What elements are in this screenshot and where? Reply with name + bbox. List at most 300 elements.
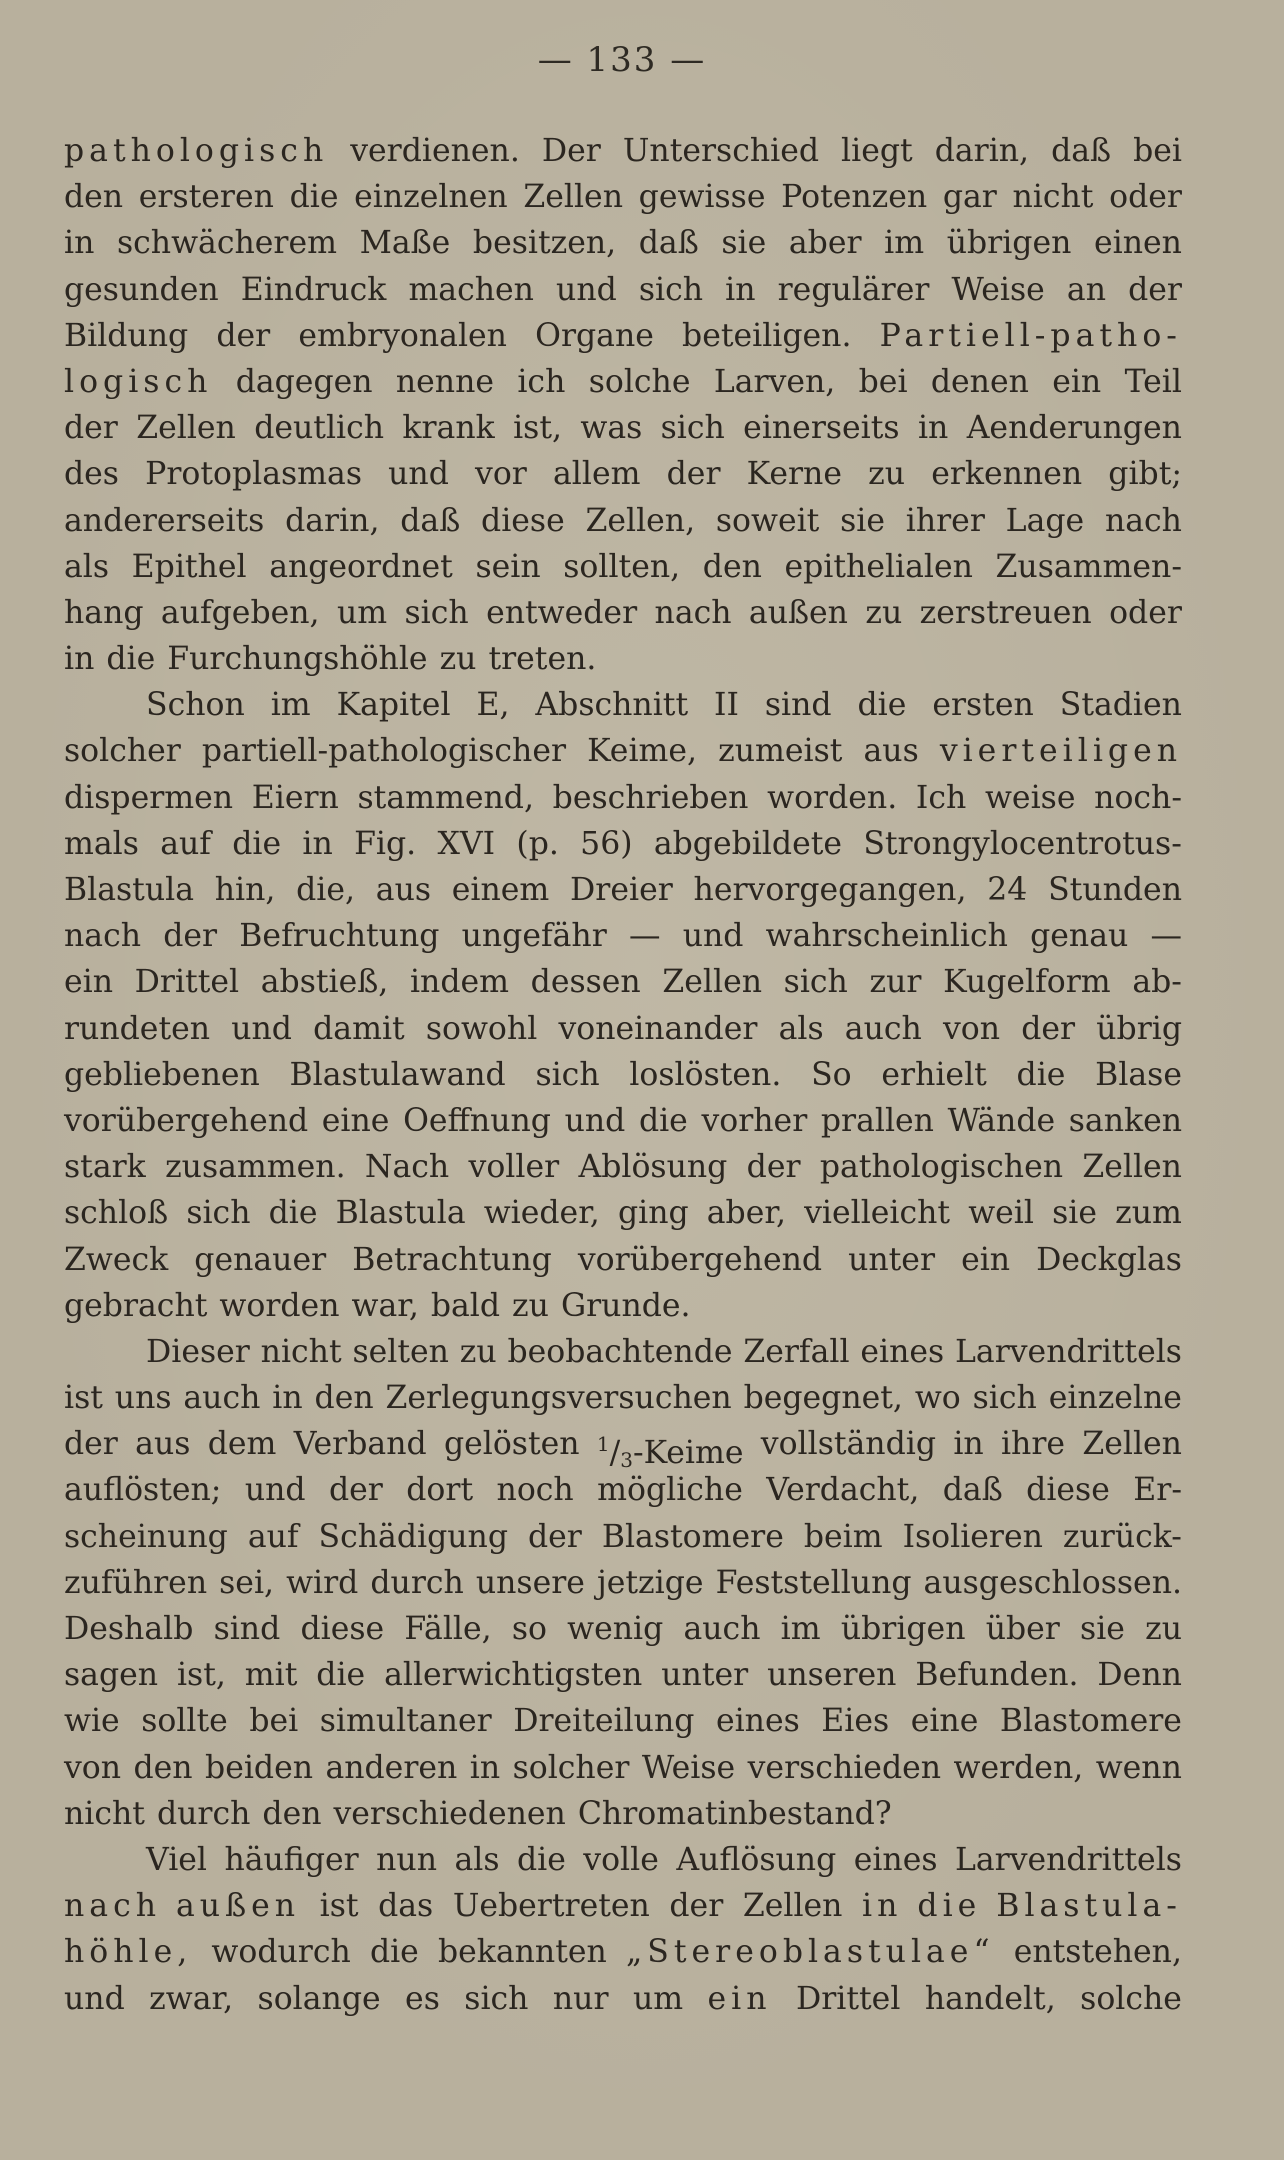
word: wenn — [1095, 1749, 1182, 1786]
word: sich — [638, 271, 704, 308]
word: uns — [114, 1380, 172, 1417]
word: Chromatinbestand? — [577, 1795, 892, 1832]
word: Zellen — [523, 179, 623, 216]
word: sie — [1052, 1195, 1097, 1232]
word: loslösten. — [629, 1056, 782, 1093]
word: auflösten; — [64, 1472, 222, 1509]
text-line — [64, 1237, 1182, 1283]
word: daß — [942, 1472, 1003, 1509]
word: auch — [183, 1380, 261, 1417]
word: abstieß, — [260, 964, 389, 1001]
text-line — [64, 1514, 1182, 1560]
word: Kerne — [746, 456, 842, 493]
word: Protoplasmas — [145, 456, 362, 493]
word: Strongylocentrotus- — [863, 825, 1182, 862]
word: diese — [481, 502, 565, 539]
word: abgebildete — [653, 825, 843, 862]
word: prallen — [820, 1102, 934, 1139]
word: den — [262, 1795, 322, 1832]
word: So — [811, 1056, 852, 1093]
word: sollte — [141, 1703, 228, 1740]
word: mals — [64, 825, 139, 862]
word: angeordnet — [269, 548, 453, 585]
word: gebliebenen — [64, 1056, 260, 1093]
word: Abschnitt — [535, 687, 689, 724]
word: in — [725, 271, 756, 308]
body-text — [64, 128, 1182, 2022]
word-suffix: -Keime — [632, 1435, 744, 1472]
word: Verdacht, — [766, 1472, 920, 1509]
text-line — [64, 1745, 1182, 1791]
word: zu — [439, 641, 477, 678]
word: aber — [788, 225, 862, 262]
word: den — [133, 1749, 193, 1786]
word: ist, — [513, 410, 562, 447]
text-line — [64, 128, 1182, 174]
word: der — [64, 410, 118, 447]
word: hang — [64, 594, 144, 631]
word: aber, — [706, 1195, 786, 1232]
word: ab- — [1132, 964, 1182, 1001]
word: Blastomere — [601, 1518, 784, 1555]
word: über — [985, 1611, 1060, 1647]
word: an — [1066, 271, 1106, 308]
text-line — [64, 1791, 1182, 1837]
word: der — [64, 1426, 118, 1463]
word: Weise — [951, 271, 1045, 308]
word: Zellen — [662, 964, 762, 1001]
word: worden — [219, 1287, 340, 1324]
word: 24 — [987, 872, 1028, 908]
word: zum — [1115, 1195, 1182, 1232]
word: nach außen — [64, 1888, 301, 1925]
word: pathologischen — [819, 1149, 1064, 1186]
word: Dreiteilung — [513, 1703, 695, 1740]
word: ausgeschlossen. — [923, 1564, 1182, 1601]
word: — — [628, 918, 661, 955]
word: ging — [617, 1195, 689, 1232]
word: sein — [475, 548, 541, 585]
word: und — [231, 1010, 292, 1047]
word: Grunde. — [560, 1287, 691, 1324]
word: pathologisch — [64, 133, 329, 169]
word: der — [216, 317, 271, 354]
word: — — [1150, 918, 1182, 955]
word: der — [163, 918, 218, 955]
word: Kugelform — [943, 964, 1111, 1001]
text-line — [64, 636, 1182, 682]
word: daß — [1051, 133, 1112, 169]
word: im — [270, 687, 311, 724]
word: Wände — [947, 1102, 1056, 1139]
word: ich — [517, 363, 566, 400]
text-line — [64, 1606, 1182, 1652]
word: gebracht — [64, 1287, 208, 1324]
word: Viel — [146, 1841, 207, 1878]
word: unseren — [767, 1657, 897, 1694]
word: wenig — [567, 1611, 664, 1647]
word: genau — [1030, 918, 1129, 955]
word: liegt — [841, 133, 913, 169]
word: rundeten — [64, 1010, 211, 1047]
word: in — [917, 410, 949, 447]
word: der — [669, 1888, 724, 1925]
word: nun — [376, 1841, 438, 1878]
text-line — [64, 682, 1182, 728]
word: weil — [968, 1195, 1034, 1232]
word: ihre — [1000, 1426, 1066, 1463]
word: sollten, — [563, 548, 681, 585]
word: das — [378, 1888, 434, 1925]
word: beteiligen. — [682, 317, 852, 354]
text-line — [64, 590, 1182, 636]
word: wird — [286, 1564, 359, 1601]
word: Fig. — [354, 825, 417, 862]
word: ein — [1052, 363, 1102, 400]
word: partiell-pathologischer — [201, 733, 567, 770]
word: solche — [588, 363, 691, 400]
word: die, — [296, 872, 356, 908]
word: häufiger — [224, 1841, 359, 1878]
word: Kapitel — [336, 687, 451, 724]
word: verdienen. — [350, 133, 520, 169]
word: erkennen — [931, 456, 1083, 493]
word: 56) — [580, 825, 633, 862]
word: Eiern — [251, 779, 339, 816]
word: entstehen, — [1013, 1934, 1182, 1971]
word: der — [666, 456, 721, 493]
word: dessen — [530, 964, 641, 1001]
word: als — [64, 548, 110, 585]
word: indem — [409, 964, 509, 1001]
word: Zweck — [64, 1241, 169, 1278]
word: in die Blastula- — [862, 1888, 1182, 1925]
text-line — [64, 451, 1182, 497]
word: ein — [707, 1980, 772, 2017]
word: zurück- — [1062, 1518, 1182, 1555]
word: eines — [853, 1841, 938, 1878]
word: Unterschied — [622, 133, 820, 169]
word: die — [316, 1657, 366, 1694]
word: und — [388, 456, 449, 493]
word: und — [64, 1980, 125, 2017]
word: Aenderungen — [966, 410, 1182, 447]
word: Larvendrittels — [954, 1841, 1182, 1878]
text-line — [64, 1144, 1182, 1190]
word: höhle, — [64, 1934, 193, 1971]
word: noch- — [1094, 779, 1182, 816]
word: Denn — [1097, 1657, 1182, 1694]
word: und — [556, 271, 617, 308]
text-line — [64, 959, 1182, 1005]
word: Betrachtung — [352, 1241, 552, 1278]
word: vierteiligen — [939, 733, 1182, 770]
word: in — [953, 1426, 984, 1463]
word: vorübergehend — [577, 1241, 823, 1278]
word: zerstreuen — [919, 594, 1092, 631]
word: unter — [848, 1241, 936, 1278]
word: stark — [64, 1149, 146, 1186]
word: solcher — [512, 1749, 630, 1786]
text-line — [64, 267, 1182, 313]
word: Blastula — [64, 872, 194, 908]
text-line — [64, 405, 1182, 451]
word: vor — [475, 456, 527, 493]
word: Teil — [1124, 363, 1182, 400]
word: eine — [910, 1703, 979, 1740]
word: nenne — [395, 363, 495, 400]
word: Organe — [535, 317, 654, 354]
text-line — [64, 544, 1182, 590]
word: ein — [64, 964, 114, 1001]
word: zusammen. — [165, 1149, 346, 1186]
word: volle — [583, 1841, 659, 1878]
word: gelösten — [443, 1426, 580, 1463]
word: Drittel — [795, 1980, 901, 2017]
word: zu — [868, 456, 906, 493]
word: stammend, — [357, 779, 534, 816]
word: von — [64, 1749, 122, 1786]
word: zu — [459, 1333, 497, 1370]
text-line — [64, 1421, 1182, 1473]
word: die — [516, 1841, 566, 1878]
word: als — [454, 1841, 500, 1878]
word: Maße — [359, 225, 451, 262]
word: Auflösung — [676, 1841, 837, 1878]
word: Potenzen — [781, 179, 928, 216]
word: sie — [1080, 1611, 1125, 1647]
word: Dieser — [146, 1333, 250, 1370]
word: Zerfall — [743, 1333, 850, 1370]
text-line — [64, 1098, 1182, 1144]
word: Zellen — [136, 410, 236, 447]
word: der — [746, 1149, 801, 1186]
word: wie — [64, 1703, 120, 1740]
word: solange — [257, 1980, 381, 2017]
word: erhielt — [881, 1056, 987, 1093]
word: Stadien — [1059, 687, 1182, 724]
word: entweder — [486, 594, 638, 631]
word: Deshalb — [64, 1611, 194, 1647]
word: schloß — [64, 1195, 169, 1232]
word: werden, — [953, 1749, 1084, 1786]
word: simultaner — [319, 1703, 492, 1740]
word: diese — [1026, 1472, 1110, 1509]
word: Blastulawand — [289, 1056, 506, 1093]
text-line — [64, 775, 1182, 821]
word: machen — [408, 271, 534, 308]
word: sich — [404, 594, 469, 631]
word: dem — [207, 1426, 277, 1463]
word: voneinander — [558, 1010, 758, 1047]
word: Befruchtung — [239, 918, 440, 955]
word: vielleicht — [804, 1195, 951, 1232]
word: aus — [135, 1426, 191, 1463]
word: Ich — [915, 779, 967, 816]
word: zwar, — [149, 1980, 234, 2017]
word: und — [564, 1102, 626, 1139]
word: bei — [858, 363, 908, 400]
word: Drittel — [134, 964, 240, 1001]
word: sich — [464, 1980, 529, 2017]
word: beobachtende — [507, 1333, 733, 1370]
word: mit — [244, 1657, 298, 1694]
word: oder — [1109, 594, 1182, 631]
word: selten — [352, 1333, 449, 1370]
text-line — [64, 1929, 1182, 1975]
word: Feststellung — [715, 1564, 912, 1601]
word: II — [714, 687, 739, 724]
word: nach — [1104, 502, 1182, 539]
word: gewisse — [638, 179, 766, 216]
word: Er- — [1133, 1472, 1182, 1509]
word: sind — [764, 687, 832, 724]
text-line — [64, 1375, 1182, 1421]
word: allerwichtigsten — [384, 1657, 643, 1694]
word: Partiell-patho- — [879, 317, 1182, 354]
word: Uebertreten — [452, 1888, 650, 1925]
word: der — [1128, 271, 1182, 308]
word: im — [884, 225, 925, 262]
word: die — [857, 687, 907, 724]
word: Zusammen- — [995, 548, 1182, 585]
word: ungefähr — [461, 918, 607, 955]
word: ist — [64, 1380, 103, 1417]
word: „Stereoblastulae“ — [625, 1934, 995, 1971]
word: worden. — [767, 779, 898, 816]
word: Blase — [1095, 1056, 1182, 1093]
word: übrigen — [840, 1611, 966, 1647]
word: Epithel — [131, 548, 247, 585]
text-line — [64, 913, 1182, 959]
word: wo — [914, 1380, 961, 1417]
text-line — [64, 1837, 1182, 1883]
word: durch — [370, 1564, 464, 1601]
word: beim — [803, 1518, 883, 1555]
text-line — [64, 1283, 1182, 1329]
word: Furchungshöhle — [167, 641, 428, 678]
word: aufgeben, — [160, 594, 320, 631]
text-line — [64, 174, 1182, 220]
word: den — [702, 548, 762, 585]
word: Eindruck — [240, 271, 387, 308]
word: sich — [783, 964, 848, 1001]
word: sei, — [219, 1564, 275, 1601]
word: Befunden. — [915, 1657, 1079, 1694]
word: eine — [321, 1102, 390, 1139]
word: zu — [512, 1287, 549, 1324]
word: treten. — [488, 641, 597, 678]
word: unter — [661, 1657, 749, 1694]
word: die — [289, 179, 339, 216]
word: darin, — [285, 502, 380, 539]
word: in — [469, 1749, 501, 1786]
word: sanken — [1068, 1102, 1182, 1139]
word: um — [632, 1980, 684, 2017]
word: Blastula — [335, 1195, 466, 1232]
word: nur — [552, 1980, 609, 2017]
word: Oeffnung — [403, 1102, 551, 1139]
word: vorher — [701, 1102, 808, 1139]
word: aus — [863, 733, 919, 770]
word: (p. — [516, 825, 559, 862]
word: nicht — [64, 1795, 145, 1832]
word: nach — [64, 918, 141, 955]
text-line — [64, 1329, 1182, 1375]
word: der — [328, 1472, 383, 1509]
word: der — [1021, 1010, 1076, 1047]
word: Isolieren — [902, 1518, 1043, 1555]
word: darin, — [934, 133, 1030, 169]
word: zu — [1145, 1611, 1182, 1647]
word: in — [64, 225, 95, 262]
word: embryonalen — [298, 317, 507, 354]
word: was — [580, 410, 643, 447]
word: ersten — [932, 687, 1034, 724]
word: der — [527, 1518, 582, 1555]
word: daß — [400, 502, 461, 539]
word: außen — [748, 594, 848, 631]
word: unsere — [475, 1564, 585, 1601]
word: Larven, — [713, 363, 836, 400]
word: es — [405, 1980, 440, 2017]
word: ist, — [176, 1657, 226, 1694]
word: den — [314, 1380, 374, 1417]
word: vorübergehend — [64, 1102, 309, 1139]
text-line — [64, 359, 1182, 405]
word: eines — [715, 1703, 800, 1740]
text-line — [64, 1652, 1182, 1698]
text-line — [64, 821, 1182, 867]
word: auch — [844, 1010, 922, 1047]
word: hervorgegangen, — [693, 872, 967, 908]
word: die — [106, 641, 156, 678]
word: andererseits — [64, 502, 265, 539]
page-number: — 133 — — [537, 40, 707, 80]
word: eines — [860, 1333, 945, 1370]
word: besitzen, — [472, 225, 617, 262]
word: auch — [683, 1611, 761, 1647]
word: gibt; — [1108, 456, 1182, 493]
word: in — [302, 825, 333, 862]
word: nicht — [260, 1333, 342, 1370]
word: die — [268, 1195, 318, 1232]
word: in — [64, 641, 95, 678]
text-line — [64, 1976, 1182, 2022]
word: Schädigung — [318, 1518, 508, 1555]
word: sowohl — [425, 1010, 538, 1047]
word: ihrer — [905, 502, 985, 539]
word: verschiedenen — [333, 1795, 566, 1832]
word: zur — [869, 964, 922, 1001]
word: begegnet, — [743, 1380, 903, 1417]
word: dispermen — [64, 779, 234, 816]
word: sie — [840, 502, 885, 539]
word: übrigen — [946, 225, 1072, 262]
word: vollständig — [760, 1426, 937, 1463]
word: scheinung — [64, 1518, 228, 1555]
word: so — [511, 1611, 547, 1647]
word: nach — [654, 594, 732, 631]
word: im — [780, 1611, 821, 1647]
word: dagegen — [235, 363, 373, 400]
word: mögliche — [597, 1472, 743, 1509]
word: daß — [638, 225, 699, 262]
word: sich — [972, 1380, 1037, 1417]
word: in — [272, 1380, 303, 1417]
word: Fälle, — [404, 1611, 492, 1647]
word: Keime, — [587, 733, 698, 770]
